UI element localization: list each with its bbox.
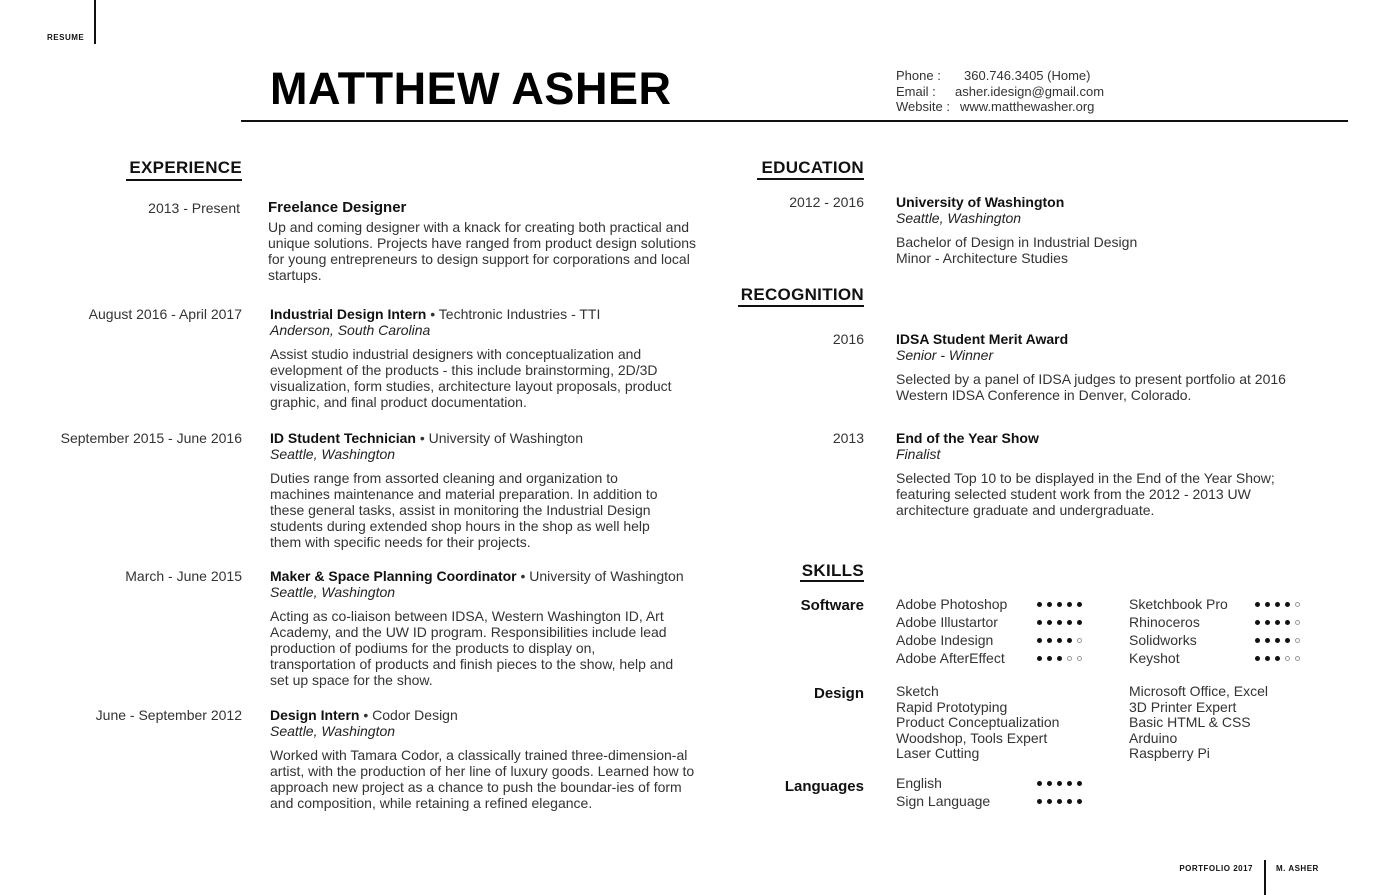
education-degree: [896, 234, 1296, 266]
skill-name: Adobe Photoshop: [896, 596, 1008, 612]
rating-dot-filled: [1077, 799, 1082, 804]
resume-name: MATTHEW ASHER: [270, 63, 672, 114]
software-ratings-left: [1037, 595, 1082, 667]
skill-rating: [1255, 649, 1300, 667]
design-list-left: [896, 684, 1059, 762]
contact-email-label: Email :: [896, 83, 936, 99]
recognition-year: 2016: [832, 331, 864, 347]
experience-org: • University of Washington: [415, 430, 583, 446]
recognition-rule: [738, 305, 864, 307]
experience-org: • Techtronic Industries - TTI: [426, 306, 601, 322]
skill-rating: [1037, 649, 1082, 667]
rating-dot-filled: [1255, 620, 1260, 625]
education-title: EDUCATION: [761, 158, 864, 177]
language-name: English: [896, 775, 942, 791]
experience-org: • University of Washington: [516, 568, 684, 584]
rating-dot-filled: [1285, 620, 1290, 625]
design-label: Design: [813, 685, 864, 702]
software-list-right: [1129, 595, 1228, 667]
footer-name-label: M. ASHER: [1276, 864, 1319, 873]
recognition-year: 2013: [832, 430, 864, 446]
recognition-subtitle: Senior - Winner: [896, 347, 994, 363]
design-item: Arduino: [1129, 729, 1178, 746]
experience-date: March - June 2015: [125, 568, 242, 584]
contact-email: [896, 84, 1104, 100]
education-rule: [757, 178, 864, 180]
footer-portfolio-label: PORTFOLIO 2017: [1179, 864, 1253, 873]
contact-email-value: asher.idesign@gmail.com: [955, 83, 1105, 99]
contact-website-value: www.matthewasher.org: [960, 99, 1095, 114]
rating-dot-filled: [1067, 781, 1072, 786]
experience-description: Up and coming designer with a knack for creating both practical and unique solutions. Projects have ranged from product design solutions for young entrepreneurs to design support for corporations and local startups.: [268, 219, 697, 283]
rating-dot-filled: [1275, 656, 1280, 661]
rating-dot-filled: [1047, 638, 1052, 643]
rating-dot-filled: [1255, 638, 1260, 643]
design-item: Raspberry Pi: [1129, 745, 1210, 761]
experience-title-text: ID Student Technician: [270, 430, 416, 446]
rating-dot-filled: [1057, 799, 1062, 804]
experience-title-text: Industrial Design Intern: [270, 306, 427, 322]
rating-dot-filled: [1077, 620, 1082, 625]
design-item: Microsoft Office, Excel: [1129, 683, 1269, 699]
design-item: Woodshop, Tools Expert: [896, 729, 1048, 746]
corner-divider: [94, 0, 96, 44]
experience-rule: [126, 179, 242, 181]
rating-dot-filled: [1285, 602, 1290, 607]
rating-dot-filled: [1047, 620, 1052, 625]
rating-dot-empty: [1077, 638, 1082, 643]
languages-label: Languages: [784, 778, 864, 795]
recognition-entry: [896, 331, 1296, 403]
design-item: Sketch: [896, 683, 939, 699]
rating-dot-filled: [1057, 602, 1062, 607]
recognition-entry: [896, 430, 1296, 518]
recognition-subtitle: Finalist: [896, 446, 941, 462]
experience-entry: [268, 200, 698, 283]
rating-dot-filled: [1037, 799, 1042, 804]
skill-rating: [1037, 613, 1082, 631]
languages-ratings: [1037, 774, 1082, 810]
contact-phone-value: 360.746.3405 (Home): [964, 68, 1091, 83]
skill-name: Adobe Indesign: [896, 632, 994, 648]
design-list-right: [1129, 684, 1268, 762]
rating-dot-filled: [1047, 656, 1052, 661]
skill-rating: [1255, 595, 1300, 613]
education-date: 2012 - 2016: [789, 194, 864, 210]
software-label: Software: [800, 597, 864, 614]
education-entry: [896, 194, 1296, 266]
rating-dot-filled: [1275, 638, 1280, 643]
experience-date: 2013 - Present: [148, 200, 240, 216]
contact-website-label: Website :: [896, 99, 950, 114]
experience-date: June - September 2012: [95, 707, 242, 723]
header-rule: [241, 120, 1348, 122]
experience-title-text: Design Intern: [270, 707, 360, 723]
skill-rating: [1255, 631, 1300, 649]
experience-entry: [270, 306, 700, 410]
rating-dot-filled: [1047, 602, 1052, 607]
education-degree-line: Bachelor of Design in Industrial Design: [896, 234, 1138, 250]
contact-phone-label: Phone :: [896, 68, 941, 83]
experience-location: Seattle, Washington: [270, 584, 396, 600]
rating-dot-filled: [1077, 781, 1082, 786]
rating-dot-empty: [1295, 620, 1300, 625]
rating-dot-empty: [1067, 656, 1072, 661]
rating-dot-filled: [1057, 656, 1062, 661]
experience-description: Acting as co-liaison between IDSA, Western Washington ID, Art Academy, and the UW ID program. Responsibilities include lead production of podiums for the products to display on, transportation of products and finish pieces to the show, help and set up space for the show.: [270, 608, 674, 688]
rating-dot-filled: [1057, 638, 1062, 643]
rating-dot-filled: [1275, 602, 1280, 607]
education-location: Seattle, Washington: [896, 210, 1022, 226]
rating-dot-filled: [1037, 602, 1042, 607]
footer-divider: [1264, 860, 1266, 895]
language-rating: [1037, 774, 1082, 792]
rating-dot-filled: [1037, 656, 1042, 661]
skill-name: Adobe AfterEffect: [896, 650, 1005, 666]
experience-entry: [270, 707, 700, 811]
skill-name: Rhinoceros: [1129, 614, 1200, 630]
rating-dot-filled: [1275, 620, 1280, 625]
skills-title: SKILLS: [801, 561, 864, 580]
rating-dot-filled: [1037, 781, 1042, 786]
rating-dot-filled: [1057, 620, 1062, 625]
experience-location: Seattle, Washington: [270, 446, 396, 462]
contact-phone: [896, 68, 1104, 84]
recognition-award: End of the Year Show: [896, 430, 1039, 446]
experience-description: Assist studio industrial designers with conceptualization and evelopment of the products - this include brainstorming, 2D/3D visualization, form studies, architecture layout proposals, product graphic, and final product documentation.: [270, 346, 672, 410]
rating-dot-filled: [1265, 656, 1270, 661]
experience-title-text: Maker & Space Planning Coordinator: [270, 568, 517, 584]
recognition-award: IDSA Student Merit Award: [896, 331, 1069, 347]
skill-rating: [1037, 595, 1082, 613]
experience-description: Duties range from assorted cleaning and organization to machines maintenance and material preparation. In addition to these general tasks, assist in monitoring the Industrial Design students during extended shop hours in the shop as well help them with specific needs for their projects.: [270, 470, 658, 550]
resume-label: RESUME: [47, 33, 85, 42]
education-school: University of Washington: [896, 194, 1065, 210]
skill-name: Keyshot: [1129, 650, 1180, 666]
rating-dot-filled: [1255, 602, 1260, 607]
languages-list: [896, 774, 990, 810]
rating-dot-filled: [1285, 638, 1290, 643]
recognition-description: Selected by a panel of IDSA judges to present portfolio at 2016 Western IDSA Conference in Denver, Colorado.: [896, 371, 1286, 403]
software-list-left: [896, 595, 1007, 667]
skill-rating: [1255, 613, 1300, 631]
rating-dot-filled: [1077, 602, 1082, 607]
rating-dot-filled: [1057, 781, 1062, 786]
experience-location: Anderson, South Carolina: [270, 322, 431, 338]
experience-entry: [270, 568, 710, 688]
rating-dot-filled: [1067, 620, 1072, 625]
rating-dot-filled: [1047, 799, 1052, 804]
recognition-title: RECOGNITION: [740, 285, 864, 304]
recognition-description: Selected Top 10 to be displayed in the End of the Year Show; featuring selected student work from the 2012 - 2013 UW architecture graduate and undergraduate.: [896, 470, 1275, 518]
rating-dot-filled: [1067, 638, 1072, 643]
rating-dot-empty: [1285, 656, 1290, 661]
skills-rule: [800, 580, 864, 582]
experience-location: Seattle, Washington: [270, 723, 396, 739]
experience-entry: [270, 430, 670, 550]
rating-dot-filled: [1255, 656, 1260, 661]
rating-dot-filled: [1265, 638, 1270, 643]
design-item: Rapid Prototyping: [896, 698, 1008, 715]
skill-name: Solidworks: [1129, 632, 1197, 648]
rating-dot-filled: [1265, 602, 1270, 607]
rating-dot-filled: [1047, 781, 1052, 786]
design-item: 3D Printer Expert: [1129, 698, 1237, 715]
design-item: Basic HTML & CSS: [1129, 714, 1251, 730]
rating-dot-empty: [1295, 602, 1300, 607]
language-name: Sign Language: [896, 793, 991, 809]
rating-dot-filled: [1067, 799, 1072, 804]
education-minor-line: Minor - Architecture Studies: [896, 250, 1068, 266]
contact-website: [896, 99, 1104, 115]
rating-dot-filled: [1037, 638, 1042, 643]
rating-dot-empty: [1077, 656, 1082, 661]
experience-title: EXPERIENCE: [129, 158, 242, 177]
design-item: Product Conceptualization: [896, 714, 1060, 730]
experience-org: • Codor Design: [359, 707, 458, 723]
skill-name: Sketchbook Pro: [1129, 596, 1228, 612]
experience-date: August 2016 - April 2017: [88, 306, 242, 322]
contact-block: [896, 68, 1104, 115]
experience-description: Worked with Tamara Codor, a classically trained three-dimension-al artist, with the production of her line of luxury goods. Learned how to approach new project as a chance to push the boundar-ies of form and composition, while retaining a refined elegance.: [270, 747, 695, 811]
experience-title-text: Freelance Designer: [268, 199, 407, 216]
software-ratings-right: [1255, 595, 1300, 667]
rating-dot-empty: [1295, 656, 1300, 661]
design-item: Laser Cutting: [896, 745, 980, 761]
rating-dot-filled: [1265, 620, 1270, 625]
experience-date: September 2015 - June 2016: [60, 430, 242, 446]
rating-dot-filled: [1037, 620, 1042, 625]
skill-rating: [1037, 631, 1082, 649]
skill-name: Adobe Illustartor: [896, 614, 998, 630]
rating-dot-filled: [1067, 602, 1072, 607]
language-rating: [1037, 792, 1082, 810]
rating-dot-empty: [1295, 638, 1300, 643]
